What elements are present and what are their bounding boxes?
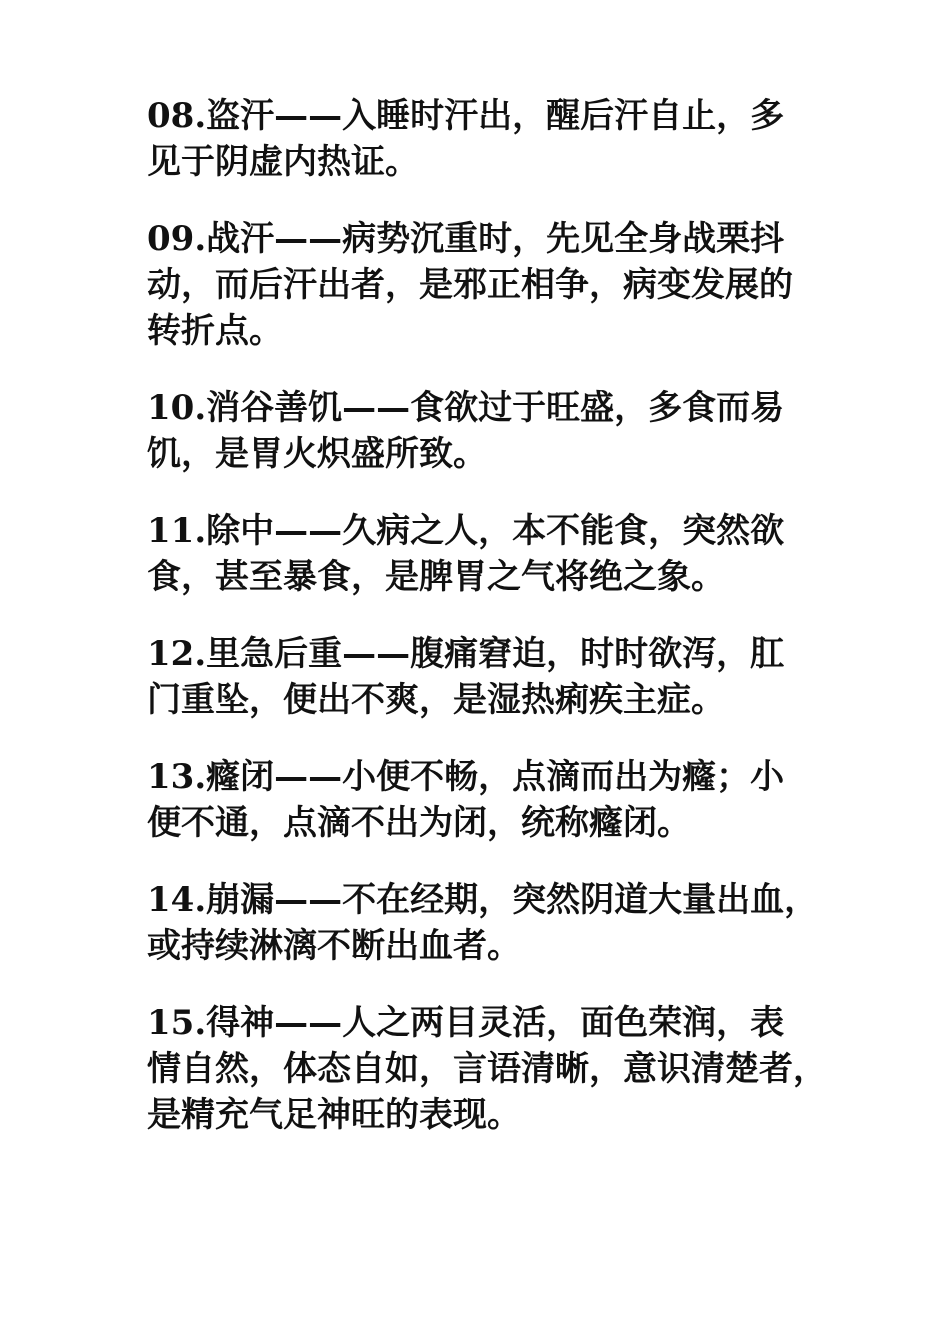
- entry-line: 或持续淋漓不断出血者。: [147, 926, 521, 966]
- entry-line: 转折点。: [147, 311, 283, 351]
- entry-line: 11.除中——久病之人，本不能食，突然欲: [147, 511, 785, 551]
- entry-line: 动，而后汗出者，是邪正相争，病变发展的: [147, 265, 793, 305]
- entry-line: 09.战汗——病势沉重时，先见全身战栗抖: [147, 219, 785, 259]
- entry-line: 08.盗汗——入睡时汗出，醒后汗自止，多: [147, 96, 785, 136]
- entry-line: 是精充气足神旺的表现。: [147, 1095, 521, 1135]
- term-list: [147, 93, 827, 1169]
- entry-line: 情自然，体态自如，言语清晰，意识清楚者，: [147, 1049, 827, 1089]
- entry-line: 食，甚至暴食，是脾胃之气将绝之象。: [147, 557, 725, 597]
- entry-line: 14.崩漏——不在经期，突然阴道大量出血，: [147, 880, 819, 920]
- term-entry-10: [147, 385, 827, 477]
- term-entry-13: [147, 754, 827, 846]
- term-entry-11: [147, 508, 827, 600]
- entry-line: 15.得神——人之两目灵活，面色荣润，表: [147, 1003, 785, 1043]
- entry-line: 门重坠，便出不爽，是湿热痢疾主症。: [147, 680, 725, 720]
- entry-line: 便不通，点滴不出为闭，统称癃闭。: [147, 803, 691, 843]
- entry-line: 饥，是胃火炽盛所致。: [147, 434, 487, 474]
- term-entry-09: [147, 216, 827, 354]
- entry-line: 见于阴虚内热证。: [147, 142, 419, 182]
- term-entry-08: [147, 93, 827, 185]
- term-entry-14: [147, 877, 827, 969]
- term-entry-15: [147, 1000, 827, 1138]
- entry-line: 13.癃闭——小便不畅，点滴而出为癃；小: [147, 757, 785, 797]
- entry-line: 10.消谷善饥——食欲过于旺盛，多食而易: [147, 388, 785, 428]
- term-entry-12: [147, 631, 827, 723]
- entry-line: 12.里急后重——腹痛窘迫，时时欲泻，肛: [147, 634, 785, 674]
